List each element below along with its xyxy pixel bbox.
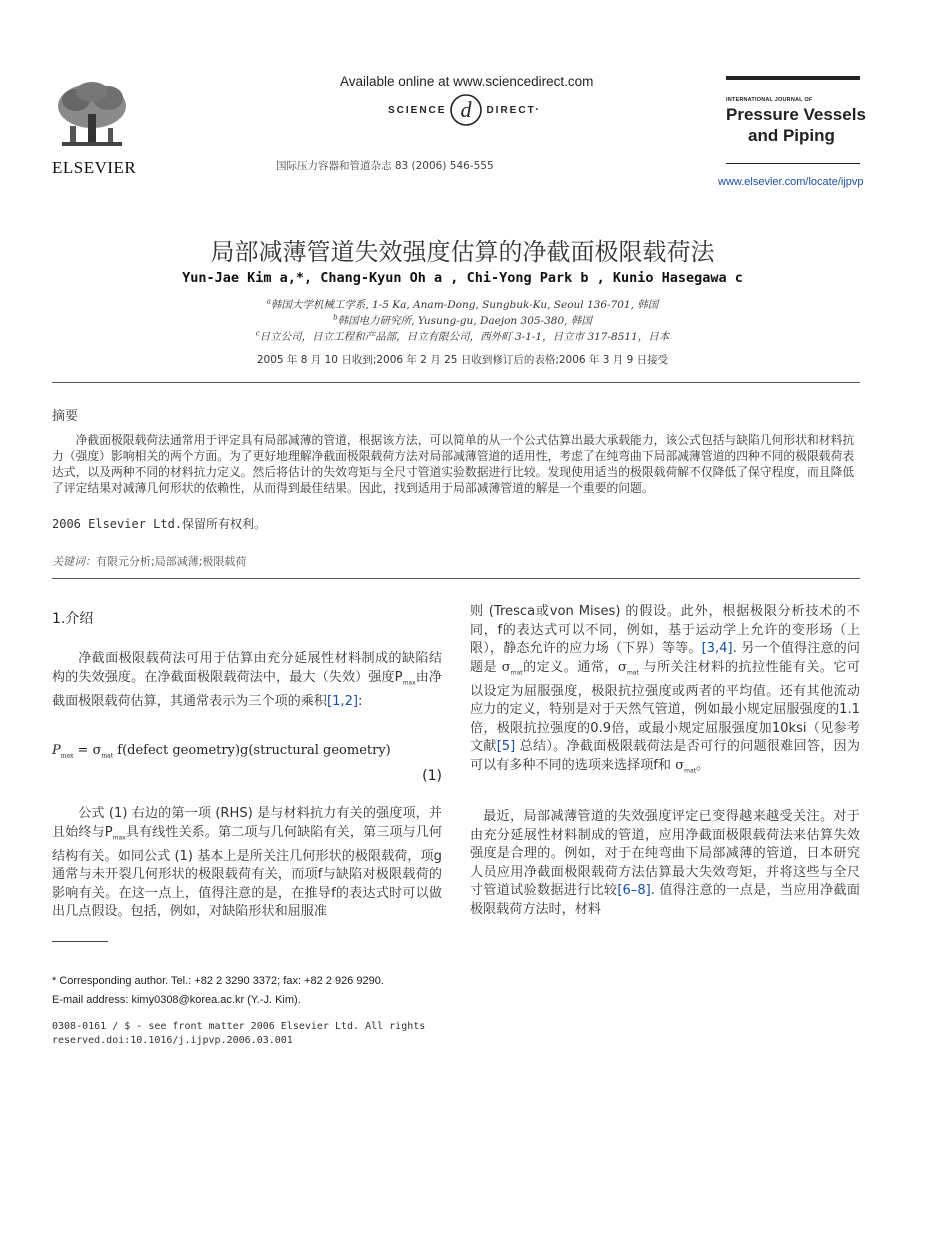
citation-link[interactable]: [1,2] — [326, 693, 359, 709]
subscript: max — [112, 834, 126, 842]
keywords — [52, 553, 246, 569]
sciencedirect-availability: Available online at www.sciencedirect.com — [340, 74, 594, 89]
citation-link[interactable]: [3,4] — [701, 641, 733, 656]
affiliation-a-text: 韩国大学机械工学系, 1-5 Ka, Anam-Dong, Sungbuk-Ku, Seoul 136-701, 韩国 — [270, 299, 659, 311]
article-title: 局部减薄管道失效强度估算的净截面极限载荷法 — [210, 238, 715, 266]
divider-top — [52, 382, 860, 383]
citation-link[interactable]: [5] — [496, 739, 516, 755]
publisher-name: ELSEVIER — [52, 158, 137, 177]
article-dates: 2005 年 8 月 10 日收到;2006 年 2 月 25 日收到修订后的表格;2006 年 3 月 9 日接受 — [256, 354, 669, 366]
intro-paragraph-1 — [52, 650, 442, 711]
affiliation-c-mark: c — [255, 329, 260, 338]
text: . 另一个值得注意的问题是 — [470, 641, 861, 675]
journal-url-link[interactable]: www.elsevier.com/locate/ijpvp — [718, 176, 864, 188]
sigma-sub: mat — [101, 752, 114, 760]
text: 具有线性关系。第二项与几何缺陷有关，第三项与几何结构有关。如同公式 (1) 基本上是所关注几何形状的极限载荷，项g通常与未开裂几何形状的极限载荷有关，而项f与缺陷对极限载荷的影响有关。在这一点上，值得注意的是，在推导f的表达式时可以做出几点假设。包括，例如，对缺陷形状和屈服准 — [52, 824, 443, 920]
affiliation-b-text: 韩国电力研究所, Yusung-gu, Daejon 305-380, 韩国 — [337, 315, 592, 327]
affiliation-b — [0, 313, 925, 328]
citation-link[interactable]: [6–8] — [617, 883, 651, 898]
text: . 值得注意的一点是，当应用净截面极限载荷方法时，材料 — [470, 883, 861, 917]
subscript: mat — [626, 669, 639, 677]
sciencedirect-d-icon — [449, 93, 483, 127]
journal-title — [726, 104, 866, 146]
subscript: mat — [510, 669, 523, 677]
text: 公式 (1) 右边的第一项 (RHS) 是与材料抗力有关的强度项，并且始终与P — [52, 806, 442, 840]
affiliation-a — [0, 297, 925, 312]
intro-paragraph-2 — [52, 805, 442, 922]
journal-rule-top — [726, 76, 860, 80]
subscript: max — [402, 679, 416, 687]
section-heading: 1.介绍 — [52, 611, 94, 627]
text: 最近，局部减薄管道的失效强度评定已变得越来越受关注。对于由充分延展性材料制成的管道，应用净截面极限载荷法来估算失效强度是合理的。例如，对于在纯弯曲下局部减薄的管道，日本研究人员应用净截面极限载荷方法估算最大失效弯矩，并将这些与全尺寸管道试验数据进行比较 — [470, 809, 860, 898]
equation-number: (1) — [422, 768, 442, 784]
intro-paragraph-4 — [470, 808, 860, 919]
intro-paragraph-3 — [470, 603, 860, 781]
journal-rule-bottom — [726, 163, 860, 164]
text: 总结）。净截面极限载荷法是否可行的问题很难回答，因为可以有多种不同的选项来选择项f和 — [470, 739, 860, 773]
eq-equals: = — [73, 743, 93, 758]
eq-rhs: f(defect geometry)g(structural geometry) — [113, 743, 391, 758]
abstract-text: 净截面极限载荷法通常用于评定具有局部减薄的管道，根据该方法，可以简单的从一个公式估算出最大承载能力，该公式包括与缺陷几何形状和材料抗力（强度）影响相关的两个方面。为了更好地理解净截面极限载荷方法对局部减薄管道的适用性，考虑了在纯弯曲下局部减薄管道的四种不同的极限载荷表达式，以及两种不同的材料抗力定义。然后将估计的失效弯矩与全尺寸管道实验数据进行比较。发现使用适当的极限载荷解不仅降低了保守程度，而且降低了评定结果对减薄几何形状的依赖性，从而得到最佳结果。因此，找到适用于局部减薄管道的解是一个重要的问题。 — [52, 433, 855, 495]
abstract-copyright: 2006 Elsevier Ltd.保留所有权利。 — [52, 517, 267, 531]
sd-mark: • — [535, 107, 540, 113]
footnote-rule — [52, 941, 108, 942]
keywords-label: 关键词： — [52, 555, 96, 568]
sd-right-word: DIRECT — [486, 104, 536, 116]
text: 与所关注材料的抗拉性能有关。它可以设定为屈服强度，极限抗拉强度或两者的平均值。还有其他流动应力的定义，特别是对于天然气管道，例如最小规定屈服强度的1.1倍，极限抗拉强度的0.9倍，或最小规定屈服强度加10ksi（见参考文献 — [470, 659, 860, 755]
subscript: mat — [684, 767, 697, 775]
sd-left-word: SCIENCE — [388, 104, 447, 116]
journal-title-line2: and Piping — [748, 126, 835, 145]
eq-lhs: P — [52, 743, 61, 758]
elsevier-tree-icon — [52, 78, 132, 152]
divider-bottom — [52, 578, 860, 579]
affiliation-c — [0, 329, 925, 344]
journal-kicker: INTERNATIONAL JOURNAL OF — [726, 97, 813, 103]
corresponding-author-note: * Corresponding author. Tel.: +82 2 3290 3372; fax: +82 2 926 9290. — [52, 975, 384, 987]
svg-text:d: d — [460, 97, 472, 122]
keywords-list: 有限元分析;局部减薄;极限载荷 — [96, 555, 247, 568]
journal-citation: 国际压力容器和管道杂志 83 (2006) 546-555 — [276, 160, 494, 172]
front-matter-copyright: 0308-0161 / $ - see front matter 2006 Elsevier Ltd. All rights reserved.doi:10.1016/j.ijpvp.2006.03.001 — [52, 1021, 426, 1046]
text: 由净截面极限载荷估算，其通常表示为三个项的乘积 — [52, 669, 442, 709]
sciencedirect-logo — [388, 92, 558, 128]
text: 净截面极限载荷法可用于估算由充分延展性材料制成的缺陷结构的失效强度。在净截面极限载荷法中，最大（失效）强度P — [52, 651, 442, 685]
affiliation-b-mark: b — [333, 313, 338, 322]
abstract-heading: 摘要 — [52, 409, 79, 424]
sigma-symbol: σ — [501, 659, 511, 675]
text: 。 — [696, 757, 710, 773]
equation-1 — [52, 743, 442, 760]
eq-lhs-sub: max — [60, 752, 74, 760]
journal-title-line1: Pressure Vessels — [726, 105, 866, 124]
affiliation-a-mark: a — [266, 297, 271, 306]
sigma-symbol: σ — [675, 757, 685, 773]
text: 的定义。通常， — [522, 659, 618, 675]
elsevier-logo — [52, 78, 136, 178]
article-authors: Yun-Jae Kim a,*, Chang-Kyun Oh a , Chi-Yong Park b , Kunio Hasegawa c — [182, 270, 743, 286]
email-note: E-mail address: kimy0308@korea.ac.kr (Y.-J. Kim). — [52, 994, 301, 1006]
affiliation-c-text: 日立公司，日立工程和产品部，日立有限公司，西外町 3-1-1，日立市 317-8511，日本 — [259, 331, 670, 343]
text: 则 (Tresca或von Mises) 的假设。此外，根据极限分析技术的不同，f的表达式可以不同，例如，基于运动学上允许的变形场（上限），静态允许的应力场（下界）等等。 — [470, 604, 860, 656]
sigma-symbol: σ — [618, 659, 627, 675]
sigma-symbol: σ — [92, 743, 102, 758]
text: : — [358, 693, 363, 709]
